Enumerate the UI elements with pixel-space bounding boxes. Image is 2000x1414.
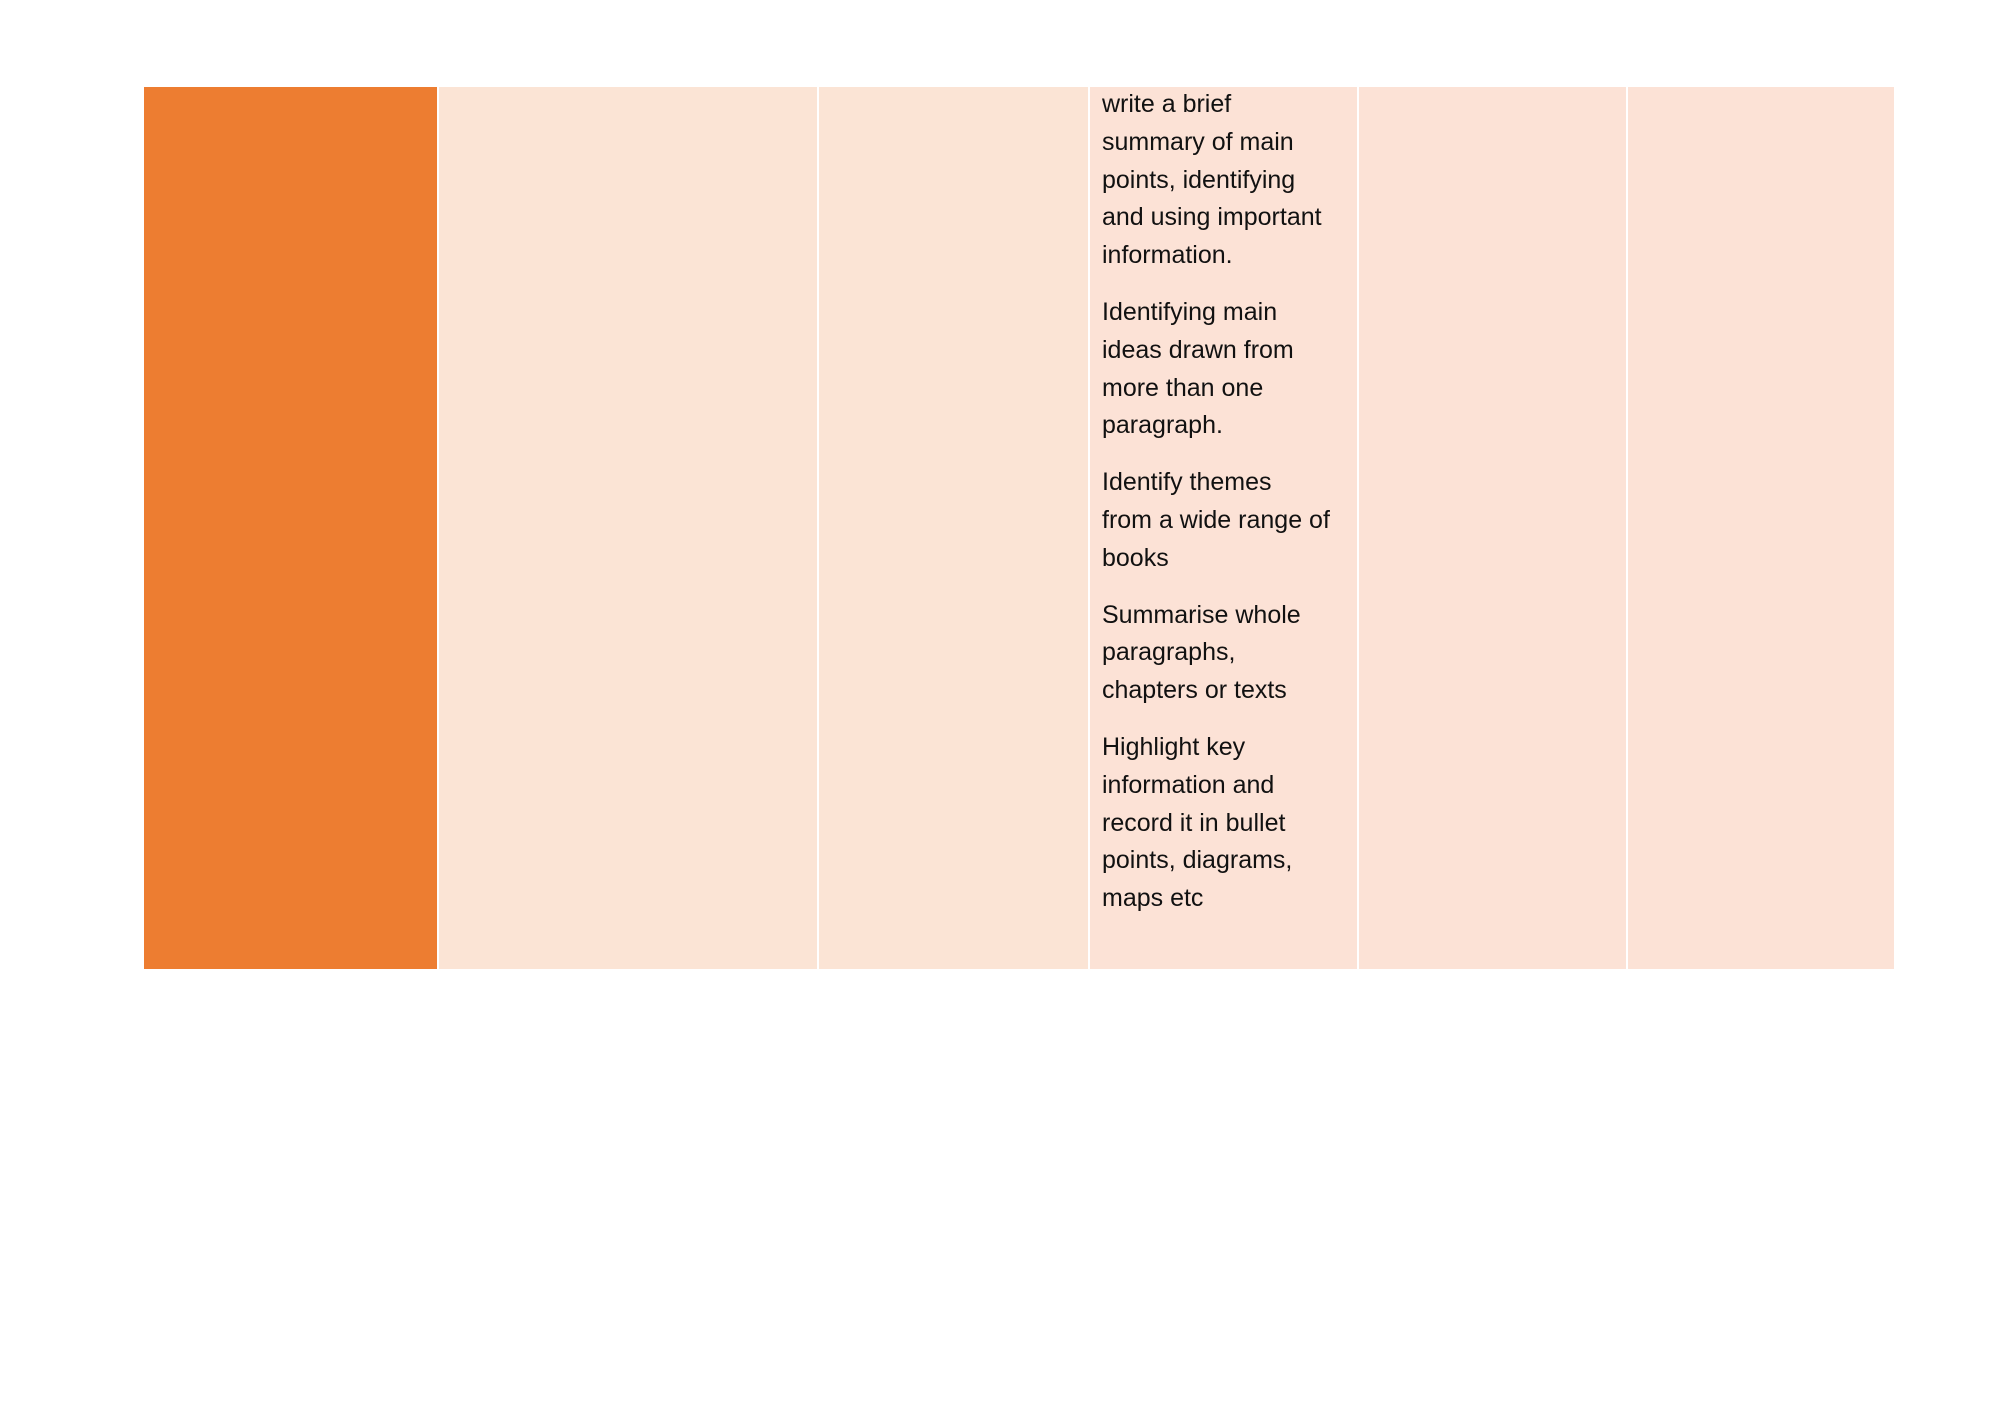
table-cell-5 bbox=[1359, 87, 1628, 969]
cell-paragraph-themes: Identify themes from a wide range of books bbox=[1102, 468, 1330, 572]
cell-paragraph-highlight: Highlight key information and record it in bullet points, diagrams, maps etc bbox=[1102, 732, 1293, 913]
table-cell-3 bbox=[819, 87, 1090, 969]
table-cell-6 bbox=[1628, 87, 1894, 969]
curriculum-table-row bbox=[144, 87, 1894, 969]
cell-paragraph-summarise: Summarise whole paragraphs, chapters or texts bbox=[1102, 600, 1301, 705]
cell-paragraph-summary: write a brief summary of main points, identifying and using important information. bbox=[1102, 90, 1322, 270]
table-cell-4 bbox=[1090, 87, 1359, 969]
row-header-cell bbox=[144, 87, 439, 969]
cell-paragraph-main-ideas: Identifying main ideas drawn from more than one paragraph. bbox=[1102, 297, 1294, 440]
table-cell-2 bbox=[439, 87, 819, 969]
